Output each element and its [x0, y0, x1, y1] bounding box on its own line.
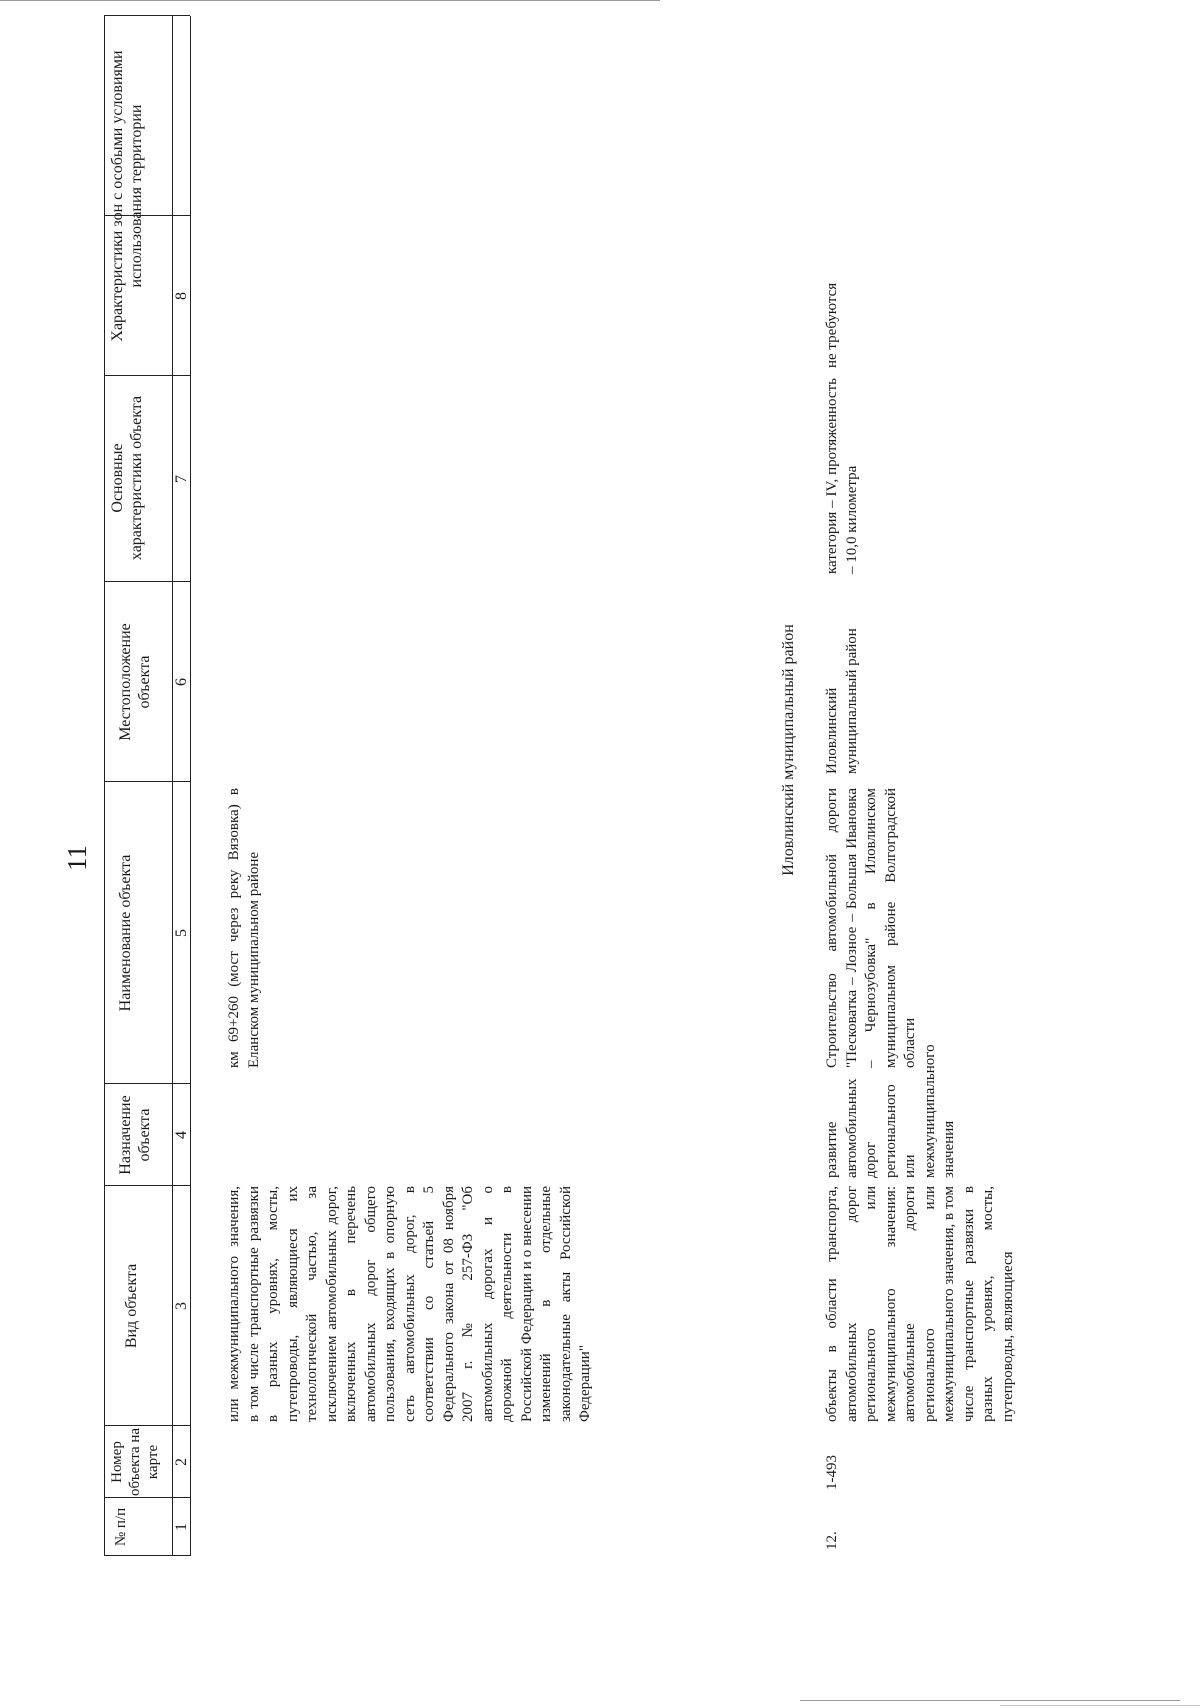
header-num-4: 4 [173, 1131, 190, 1139]
header-num-3: 3 [173, 1302, 190, 1310]
header-col-5: Наименование объекта [117, 854, 134, 1012]
header-num-7: 7 [173, 475, 190, 483]
row-12-map-number: 1-493 [824, 1455, 840, 1490]
continuation-kind-text: или межмуниципального значения, в том числе транспортные развязки в разных уровнях, мосты, путепроводы, являющиеся их технологической частью, за исключением автомобильных дорог, включенных в перечень автомобильных дорог общего пользования, входящих в опорную сеть автомобильных дорог, в соответствии со статьей 5 Федерального закона от 08 ноября 2007 г. № 257-ФЗ "Об автомобильных дорогах и о дорожной деятельности в Российской Федерации и о внесении изменений в отдельные законодательные акты Российской Федерации" [226, 1186, 593, 1422]
section-title: Иловлинский муниципальный район [780, 624, 797, 876]
header-num-6: 6 [173, 678, 190, 686]
header-num-5: 5 [173, 929, 190, 937]
row-12-characteristics-text: категория – IV, протяженность – 10,0 километра [824, 378, 860, 574]
header-num-2: 2 [173, 1458, 190, 1466]
row-12-name-text: Строительство автомобильной дороги "Песковатка – Лозное – Большая Ивановка – Чернозубовка" в Иловлинском муниципальном районе Волгоградской области [824, 788, 918, 1068]
continuation-name-text: км 69+260 (мост через реку Вязовка) в Еланском муниципальном районе [226, 788, 262, 1068]
header-col-1: № п/п [113, 1507, 129, 1547]
col-border [104, 15, 190, 16]
header-col-4: Назначение объекта [117, 1095, 153, 1175]
page-number: 11 [62, 845, 92, 871]
header-col-7: Основные характеристики объекта [109, 395, 145, 561]
header-col-6: Местоположение объекта [117, 623, 153, 741]
header-num-1: 1 [173, 1523, 190, 1531]
row-12-location-text: Иловлинский муниципальный район [824, 628, 860, 774]
row-12-kind-text: объекты в области транспорта, автомобильных дорог регионального или межмуниципального значения: автомобильные дороги регионального или межмуниципального значения, в том числе транспортные развязки в разных уровнях, мосты, путепроводы, являющиеся [824, 1186, 1016, 1422]
header-col-3: Вид объекта [123, 1263, 140, 1349]
header-top-border [104, 16, 105, 1556]
header-col-8: Характеристики зон с особыми условиями использования территории [109, 50, 145, 342]
header-num-8: 8 [173, 292, 190, 300]
row-12-number: 12. [824, 1531, 840, 1550]
row-12-zones-text: не требуются [824, 282, 840, 368]
header-col-2: Номер объекта на карте [109, 1427, 161, 1497]
row-12-purpose-text: развитие автомобильных дорог регионального или межмуниципального значения [824, 1044, 957, 1178]
